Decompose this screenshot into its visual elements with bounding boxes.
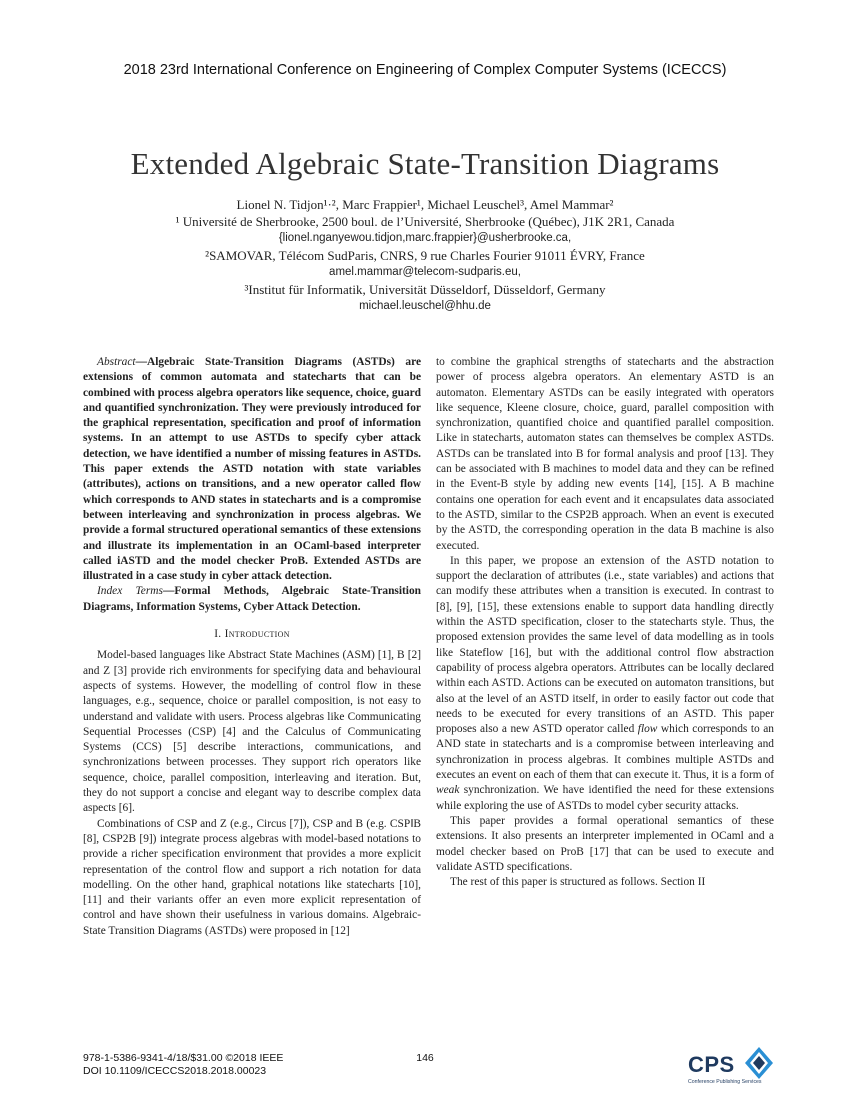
flow-emphasis: flow (637, 723, 658, 736)
footer-doi: DOI 10.1109/ICECCS2018.2018.00023 (83, 1065, 267, 1077)
abstract-text: —Algebraic State-Transition Diagrams (ASTDs) are extensions of common automata and statecharts that can be combined with process algebra operators like sequence, choice, guard and quantified synchronization. They were previously introduced for the graphical representation, specification and proof of information systems. In an attempt to use ASTDs to specify cyber attack detection, we have identified a number of missing features in ASTDs. This paper extends the ASTD notation with state variables (attributes), actions on transitions, and a new operator called flow which corresponds to AND states in statecharts and is a compromise between interleaving and synchronization in process algebras. We provide a formal structured operational semantics of these extensions and illustrate its implementation in an OCaml-based interpreter called iASTD and the model checker ProB. Extended ASTDs are illustrated in a case study in cyber attack detection. (83, 356, 421, 583)
authors-line: Lionel N. Tidjon¹·², Marc Frappier¹, Michael Leuschel³, Amel Mammar² (236, 197, 614, 212)
section-heading-introduction: I. Introduction (214, 628, 290, 641)
left-column (83, 355, 421, 939)
cps-diamond-icon (744, 1046, 774, 1080)
cps-logo (688, 1046, 774, 1094)
index-terms-text: —Formal Methods, Algebraic State-Transition Diagrams, Information Systems, Cyber Attack Detection. (83, 585, 421, 613)
abstract-label: Abstract (97, 356, 136, 368)
email-3[interactable]: michael.leuschel@hhu.de (359, 300, 491, 312)
email-2[interactable]: amel.mammar@telecom-sudparis.eu, (329, 266, 521, 278)
affiliation-1: ¹ Université de Sherbrooke, 2500 boul. de l’Université, Sherbrooke (Québec), J1K 2R1, Canada (175, 214, 675, 229)
author-block (0, 196, 850, 315)
page-number: 146 (416, 1052, 434, 1064)
intro-paragraph-2: Combinations of CSP and Z (e.g., Circus [7]), CSP and B (e.g. CSP‖B [8], CSP2B [9]) integrate process algebras with model-based notations to provide a richer specification environment that provides a more explicit representation of the control flow and support a rich notation for data modelling. On the other hand, graphical notations like statecharts [10], [11] and their variants offer an even more explicit representation of control and have shown their usefulness in various domains. Algebraic-State Transition Diagrams (ASTDs) were proposed in [12] (83, 817, 421, 937)
footer-copyright (83, 1052, 283, 1078)
right-column (436, 355, 774, 890)
email-1[interactable]: {lionel.nganyewou.tidjon,marc.frappier}@usherbrooke.ca, (278, 232, 572, 244)
affiliation-3: ³Institut für Informatik, Universität Düsseldorf, Düsseldorf, Germany (244, 282, 606, 297)
cps-logo-text: CPS (688, 1052, 735, 1077)
weak-emphasis: weak (436, 784, 460, 797)
para4-part-b: which corresponds to an AND state in statecharts and is a compromise between interleaving and synchronization in process algebras. It combines multiple ASTDs and executes an event on each of them that can execute it. Thus, it is a form of (436, 723, 774, 782)
affiliation-2: ²SAMOVAR, Télécom SudParis, CNRS, 9 rue Charles Fourier 91011 ÉVRY, France (205, 248, 645, 263)
para4-part-a: In this paper, we propose an extension of the ASTD notation to support the declaration of attributes (i.e., state variables) and actions that can modify these attributes when a transition is executed. In contrast to [8], [9], [15], these extensions enable to support data handling directly within the ASTD specification, closer to the statecharts style. Thus, the proposed extension provides the same level of data modelling as in tools like Stateflow [16], but with the additional control flow abstraction capability of process algebra operators. Attributes can be locally declared within each ASTD. Actions can be executed on automaton transitions, but also at the level of an ASTD itself, in order to easily factor out code that needs to be executed for every transitions of an ASTD. This paper proposes also a new ASTD operator called (436, 554, 774, 736)
cps-logo-subtext: Conference Publishing Services (688, 1079, 762, 1085)
index-terms (83, 584, 421, 615)
index-terms-label: Index Terms (97, 585, 163, 598)
intro-paragraph-1: Model-based languages like Abstract State Machines (ASM) [1], B [2] and Z [3] provide rich environments for specifying data and behavioural aspects of systems. However, the modelling of control flow in these languages, e.g., sequence, choice or parallel composition, is not easy to understand and validate with users. Process algebras like Communicating Sequential Processes (CSP) [4] and the Calculus of Communicating Systems (CCS) [5] describe interactions, communications, and synchronizations between processes. They support rich operators like sequence, choice, parallel composition, interleaving and iteration. But, they do not support a concise and elegant way to describe complex data aspects [6]. (83, 649, 421, 815)
conference-header: 2018 23rd International Conference on Engineering of Complex Computer Systems (ICECCS) (123, 62, 727, 78)
intro-paragraph-4 (436, 554, 774, 814)
para4-part-c: synchronization. We have identified the need for these extensions while exploring the use of ASTDs to model cyber security attacks. (436, 784, 774, 812)
abstract (83, 355, 421, 584)
footer-isbn: 978-1-5386-9341-4/18/$31.00 ©2018 IEEE (83, 1052, 284, 1064)
intro-paragraph-6: The rest of this paper is structured as follows. Section II (450, 876, 706, 889)
intro-paragraph-5: This paper provides a formal operational semantics of these extensions. It also presents an interpreter implemented in OCaml and a model checker based on ProB [17] that can be used to execute and validate ASTD specifications. (436, 814, 774, 873)
paper-title: Extended Algebraic State-Transition Diagrams (130, 146, 720, 181)
intro-paragraph-3: to combine the graphical strengths of statecharts and the abstraction power of process algebra operators. An elementary ASTD is an automaton. Elementary ASTDs can be easily integrated with operators like sequence, Kleene closure, choice, guard, parallel composition with synchronization, quantified choice and quantified parallel composition. Like in statecharts, automaton states can themselves be complex ASTDs. ASTDs can be translated into B for formal analysis and proof [13]. They can be associated with B machines to model data and they can be refined in the Event-B style by adding new events [14], [15]. A B machine contains one operation for each event and it encapsulates data associated to the ASTD, similar to the CSP2B approach. When an event is executed by the ASTD, the corresponding operation in the data B machine is also executed. (436, 356, 774, 552)
